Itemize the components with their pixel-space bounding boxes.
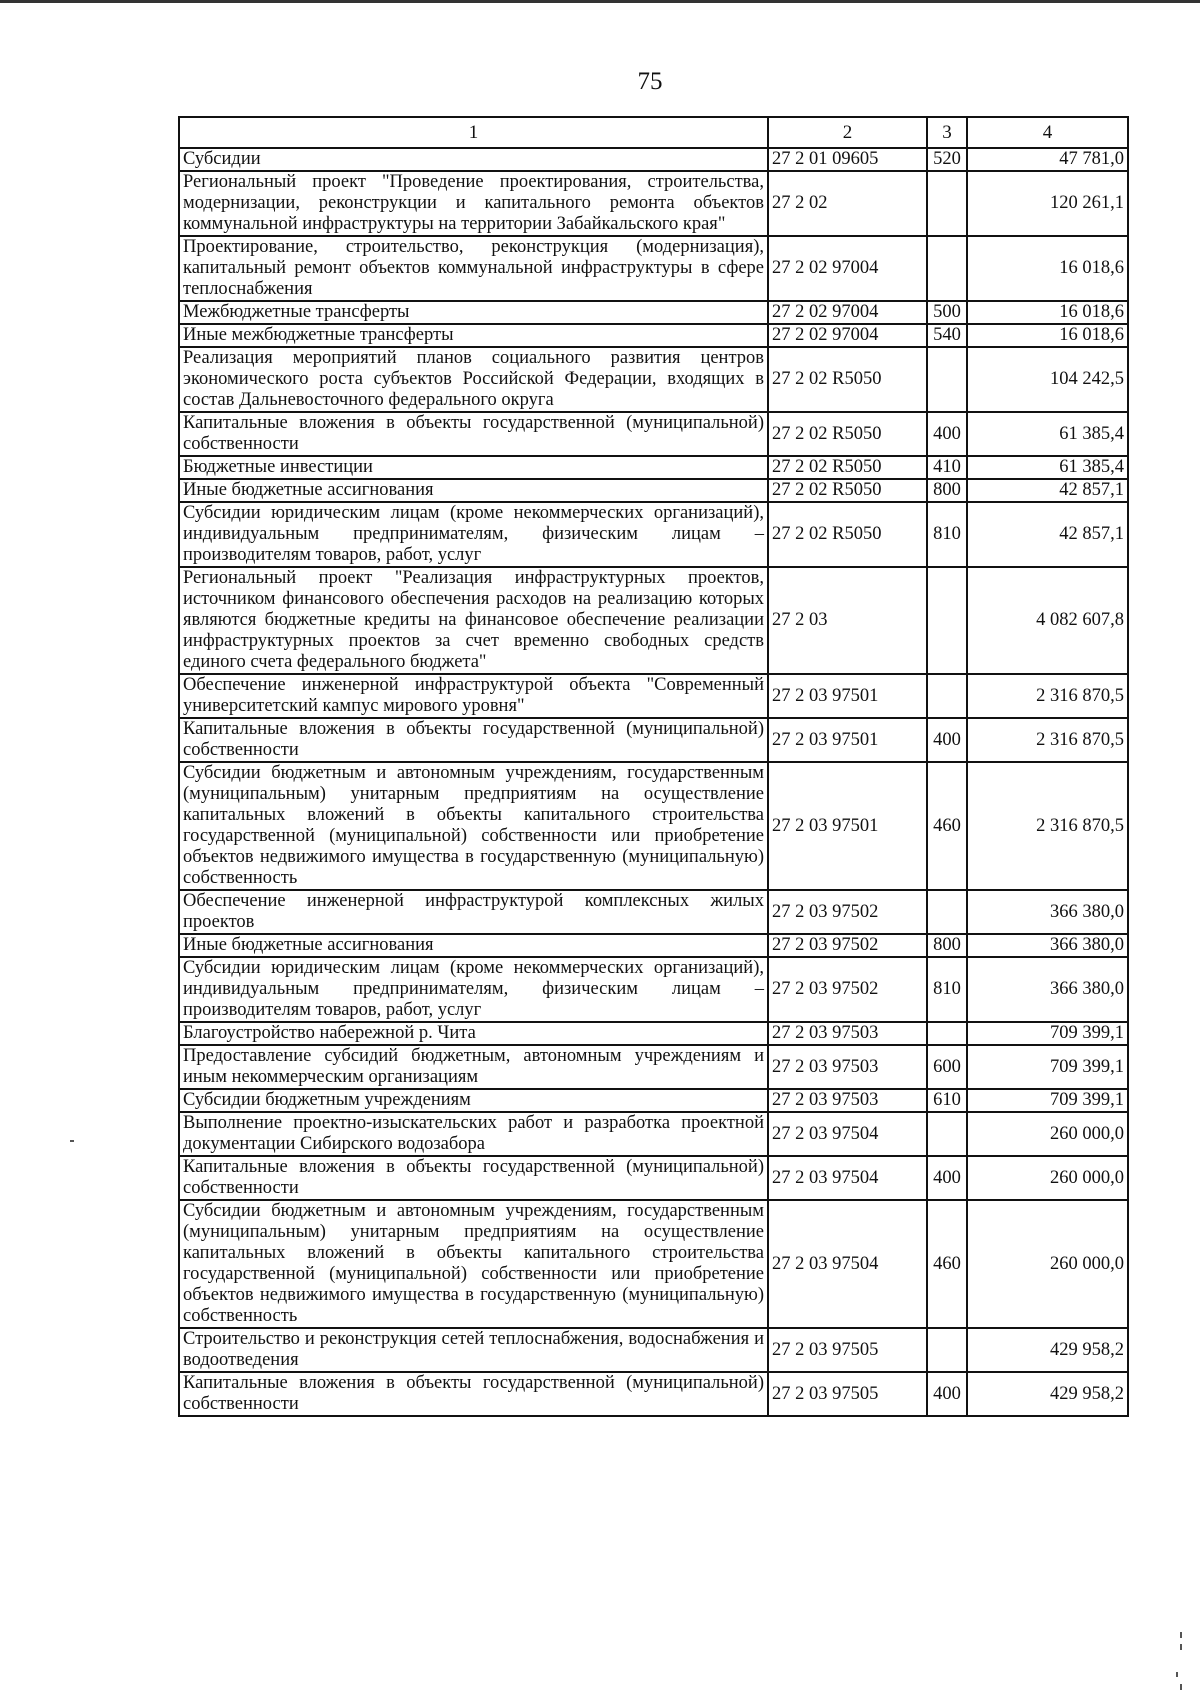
header-col-4: 4 [967, 117, 1128, 148]
row-type-cell [927, 236, 967, 301]
table-row [179, 479, 1128, 502]
edge-mark [1176, 1672, 1178, 1677]
table-row [179, 324, 1128, 347]
row-amount-cell: 429 958,2 [967, 1372, 1128, 1416]
table-row [179, 1112, 1128, 1156]
row-amount-cell: 709 399,1 [967, 1022, 1128, 1045]
row-name-cell: Субсидии юридическим лицам (кроме некоммерческих организаций), индивидуальным предпринимателям, физическим лицам – производителям товаров, работ, услуг [179, 957, 768, 1022]
table-row [179, 456, 1128, 479]
table-row [179, 148, 1128, 171]
table-row [179, 934, 1128, 957]
row-amount-cell: 42 857,1 [967, 502, 1128, 567]
table-row [179, 1022, 1128, 1045]
row-name-cell: Региональный проект "Реализация инфраструктурных проектов, источником финансового обеспечения расходов на реализацию которых являются бюджетные кредиты на финансовое обеспечение реализации инфраструктурных проектов за счет временно свободных средств единого счета федерального бюджета" [179, 567, 768, 674]
row-type-cell: 400 [927, 718, 967, 762]
row-name-cell: Обеспечение инженерной инфраструктурой объекта "Современный университетский кампус мирового уровня" [179, 674, 768, 718]
header-col-2: 2 [768, 117, 927, 148]
row-type-cell [927, 347, 967, 412]
row-name-cell: Региональный проект "Проведение проектирования, строительства, модернизации, реконструкции и капитального ремонта объектов коммунальной инфраструктуры на территории Забайкальского края" [179, 171, 768, 236]
row-type-cell: 400 [927, 1156, 967, 1200]
row-code-cell: 27 2 02 R5050 [768, 456, 927, 479]
row-code-cell: 27 2 03 97504 [768, 1156, 927, 1200]
row-type-cell: 410 [927, 456, 967, 479]
row-code-cell: 27 2 01 09605 [768, 148, 927, 171]
row-code-cell: 27 2 02 R5050 [768, 502, 927, 567]
table-body [179, 148, 1128, 1416]
table-row [179, 1372, 1128, 1416]
row-type-cell [927, 1328, 967, 1372]
table-row [179, 567, 1128, 674]
row-code-cell: 27 2 03 97501 [768, 762, 927, 890]
table-row [179, 1156, 1128, 1200]
row-name-cell: Бюджетные инвестиции [179, 456, 768, 479]
row-amount-cell: 366 380,0 [967, 957, 1128, 1022]
row-code-cell: 27 2 03 97503 [768, 1022, 927, 1045]
row-amount-cell: 260 000,0 [967, 1200, 1128, 1328]
table-row [179, 890, 1128, 934]
row-type-cell [927, 674, 967, 718]
table-row [179, 1089, 1128, 1112]
row-amount-cell: 260 000,0 [967, 1112, 1128, 1156]
row-code-cell: 27 2 02 R5050 [768, 347, 927, 412]
row-code-cell: 27 2 03 97505 [768, 1328, 927, 1372]
row-amount-cell: 2 316 870,5 [967, 674, 1128, 718]
row-name-cell: Иные бюджетные ассигнования [179, 479, 768, 502]
row-type-cell: 400 [927, 412, 967, 456]
row-amount-cell: 120 261,1 [967, 171, 1128, 236]
row-amount-cell: 366 380,0 [967, 934, 1128, 957]
row-code-cell: 27 2 03 97504 [768, 1200, 927, 1328]
row-code-cell: 27 2 02 [768, 171, 927, 236]
row-code-cell: 27 2 02 97004 [768, 324, 927, 347]
row-name-cell: Выполнение проектно-изыскательских работ и разработка проектной документации Сибирского водозабора [179, 1112, 768, 1156]
edge-mark [1180, 1684, 1182, 1690]
margin-mark [70, 1140, 74, 1142]
row-type-cell: 460 [927, 762, 967, 890]
row-name-cell: Субсидии бюджетным и автономным учреждениям, государственным (муниципальным) унитарным предприятиям на осуществление капитальных вложений в объекты капитального строительства государственной (муниципальной) собственности или приобретение объектов недвижимого имущества в государственную (муниципальную) собственность [179, 1200, 768, 1328]
table-row [179, 957, 1128, 1022]
row-type-cell: 800 [927, 479, 967, 502]
row-code-cell: 27 2 03 97503 [768, 1089, 927, 1112]
row-amount-cell: 61 385,4 [967, 412, 1128, 456]
row-name-cell: Субсидии юридическим лицам (кроме некоммерческих организаций), индивидуальным предпринимателям, физическим лицам – производителям товаров, работ, услуг [179, 502, 768, 567]
row-amount-cell: 61 385,4 [967, 456, 1128, 479]
row-name-cell: Субсидии бюджетным и автономным учреждениям, государственным (муниципальным) унитарным предприятиям на осуществление капитальных вложений в объекты капитального строительства государственной (муниципальной) собственности или приобретение объектов недвижимого имущества в государственную (муниципальную) собственность [179, 762, 768, 890]
row-amount-cell: 47 781,0 [967, 148, 1128, 171]
row-code-cell: 27 2 03 97504 [768, 1112, 927, 1156]
row-type-cell: 500 [927, 301, 967, 324]
row-code-cell: 27 2 02 R5050 [768, 412, 927, 456]
row-name-cell: Капитальные вложения в объекты государственной (муниципальной) собственности [179, 718, 768, 762]
row-name-cell: Капитальные вложения в объекты государственной (муниципальной) собственности [179, 1156, 768, 1200]
page-number: 75 [637, 68, 663, 95]
row-type-cell: 400 [927, 1372, 967, 1416]
row-code-cell: 27 2 03 97502 [768, 957, 927, 1022]
row-code-cell: 27 2 03 97501 [768, 718, 927, 762]
row-type-cell: 810 [927, 502, 967, 567]
row-name-cell: Капитальные вложения в объекты государственной (муниципальной) собственности [179, 1372, 768, 1416]
table-row [179, 412, 1128, 456]
row-name-cell: Проектирование, строительство, реконструкция (модернизация), капитальный ремонт объектов коммунальной инфраструктуры в сфере теплоснабжения [179, 236, 768, 301]
row-amount-cell: 260 000,0 [967, 1156, 1128, 1200]
row-type-cell [927, 171, 967, 236]
row-name-cell: Субсидии [179, 148, 768, 171]
row-code-cell: 27 2 02 97004 [768, 236, 927, 301]
row-type-cell [927, 1022, 967, 1045]
edge-mark [1180, 1644, 1182, 1650]
row-code-cell: 27 2 02 R5050 [768, 479, 927, 502]
row-amount-cell: 709 399,1 [967, 1045, 1128, 1089]
row-type-cell [927, 890, 967, 934]
table-row [179, 236, 1128, 301]
row-type-cell: 460 [927, 1200, 967, 1328]
row-amount-cell: 42 857,1 [967, 479, 1128, 502]
row-name-cell: Обеспечение инженерной инфраструктурой комплексных жилых проектов [179, 890, 768, 934]
row-name-cell: Предоставление субсидий бюджетным, автономным учреждениям и иным некоммерческим организациям [179, 1045, 768, 1089]
row-name-cell: Межбюджетные трансферты [179, 301, 768, 324]
row-code-cell: 27 2 03 [768, 567, 927, 674]
row-name-cell: Иные бюджетные ассигнования [179, 934, 768, 957]
row-code-cell: 27 2 03 97502 [768, 934, 927, 957]
header-col-3: 3 [927, 117, 967, 148]
row-amount-cell: 16 018,6 [967, 301, 1128, 324]
table-row [179, 1045, 1128, 1089]
row-code-cell: 27 2 03 97505 [768, 1372, 927, 1416]
table-row [179, 718, 1128, 762]
row-name-cell: Иные межбюджетные трансферты [179, 324, 768, 347]
row-amount-cell: 104 242,5 [967, 347, 1128, 412]
row-type-cell [927, 1112, 967, 1156]
table-row [179, 762, 1128, 890]
table-row [179, 502, 1128, 567]
row-code-cell: 27 2 03 97503 [768, 1045, 927, 1089]
table-row [179, 347, 1128, 412]
row-amount-cell: 366 380,0 [967, 890, 1128, 934]
row-amount-cell: 429 958,2 [967, 1328, 1128, 1372]
table-row [179, 171, 1128, 236]
row-amount-cell: 16 018,6 [967, 236, 1128, 301]
row-code-cell: 27 2 03 97502 [768, 890, 927, 934]
header-col-1: 1 [179, 117, 768, 148]
table-row [179, 1200, 1128, 1328]
row-type-cell: 800 [927, 934, 967, 957]
row-type-cell: 520 [927, 148, 967, 171]
table-row [179, 301, 1128, 324]
row-name-cell: Реализация мероприятий планов социального развития центров экономического роста субъектов Российской Федерации, входящих в состав Дальневосточного федерального округа [179, 347, 768, 412]
row-amount-cell: 2 316 870,5 [967, 718, 1128, 762]
row-name-cell: Благоустройство набережной р. Чита [179, 1022, 768, 1045]
row-name-cell: Субсидии бюджетным учреждениям [179, 1089, 768, 1112]
row-type-cell: 600 [927, 1045, 967, 1089]
scan-edge [0, 0, 1200, 3]
row-type-cell [927, 567, 967, 674]
row-amount-cell: 709 399,1 [967, 1089, 1128, 1112]
table-row [179, 674, 1128, 718]
row-type-cell: 810 [927, 957, 967, 1022]
row-name-cell: Капитальные вложения в объекты государственной (муниципальной) собственности [179, 412, 768, 456]
table-row [179, 1328, 1128, 1372]
row-type-cell: 610 [927, 1089, 967, 1112]
row-name-cell: Строительство и реконструкция сетей теплоснабжения, водоснабжения и водоотведения [179, 1328, 768, 1372]
row-amount-cell: 16 018,6 [967, 324, 1128, 347]
row-amount-cell: 2 316 870,5 [967, 762, 1128, 890]
row-type-cell: 540 [927, 324, 967, 347]
budget-table [178, 116, 1129, 1417]
row-code-cell: 27 2 03 97501 [768, 674, 927, 718]
header-row [179, 117, 1128, 148]
row-code-cell: 27 2 02 97004 [768, 301, 927, 324]
edge-mark [1180, 1632, 1182, 1638]
row-amount-cell: 4 082 607,8 [967, 567, 1128, 674]
